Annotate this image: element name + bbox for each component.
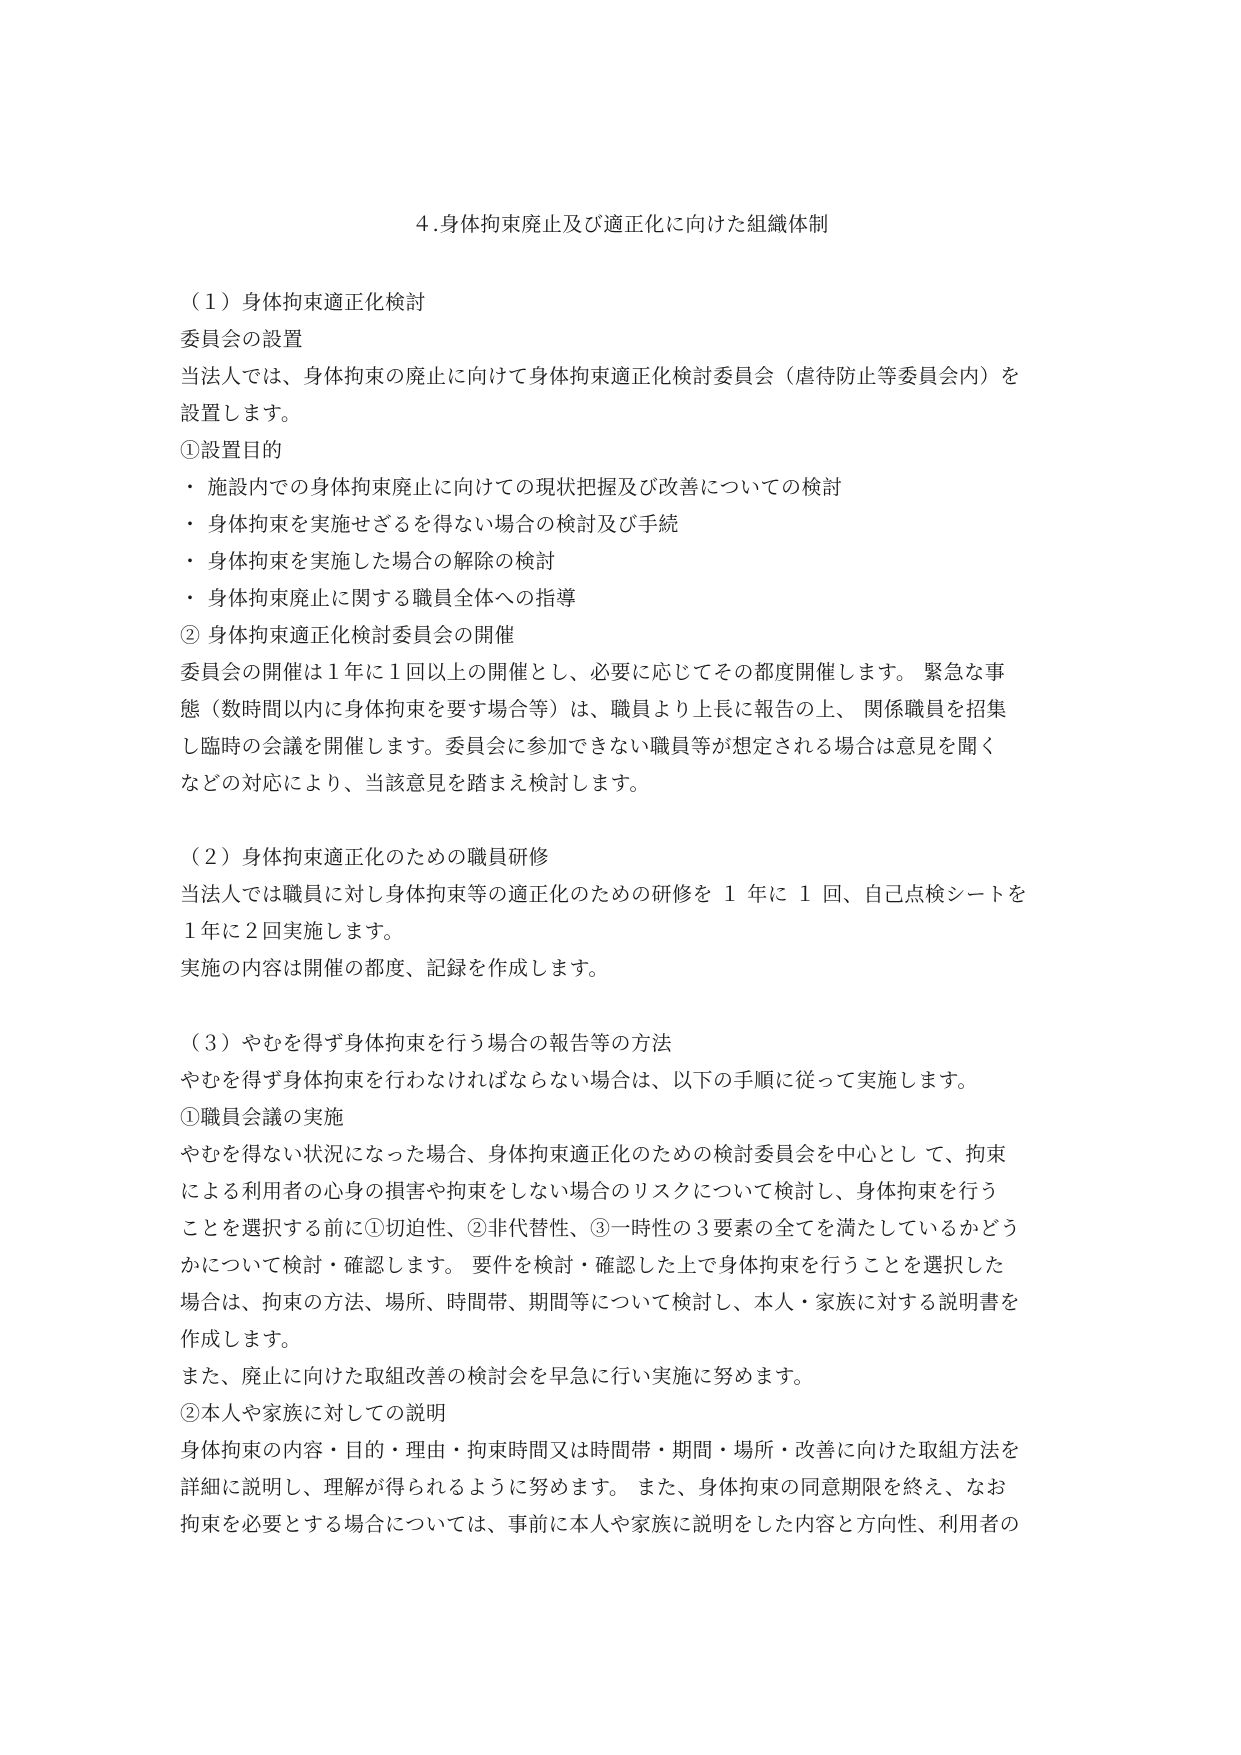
paragraph-line: かについて検討・確認します。 要件を検討・確認した上で身体拘束を行うことを選択した [180, 1253, 1005, 1277]
paragraph-line: による利用者の心身の損害や拘束をしない場合のリスクについて検討し、身体拘束を行う [180, 1179, 1000, 1203]
paragraph-line: 委員会の設置 [180, 327, 303, 351]
paragraph-line: 作成します。 [180, 1327, 302, 1351]
section-heading-3: （３）やむを得ず身体拘束を行う場合の報告等の方法 [180, 1031, 672, 1055]
bullet-item: ・ 施設内での身体拘束廃止に向けての現状把握及び改善についての検討 [180, 475, 843, 499]
paragraph-line: 場合は、拘束の方法、場所、時間帯、期間等について検討し、本人・家族に対する説明書を [180, 1290, 1021, 1314]
subheading-line: ② 身体拘束適正化検討委員会の開催 [180, 623, 515, 647]
document-title: ４.身体拘束廃止及び適正化に向けた組織体制 [412, 212, 829, 236]
subheading-line: ①職員会議の実施 [180, 1105, 344, 1129]
paragraph-line: やむを得ず身体拘束を行わなければならない場合は、以下の手順に従って実施します。 [180, 1068, 978, 1092]
paragraph-line: 当法人では、身体拘束の廃止に向けて身体拘束適正化検討委員会（虐待防止等委員会内）を [180, 364, 1021, 388]
paragraph-line: 拘束を必要とする場合については、事前に本人や家族に説明をした内容と方向性、利用者の [180, 1512, 1021, 1536]
paragraph-line: 身体拘束の内容・目的・理由・拘束時間又は時間帯・期間・場所・改善に向けた取組方法を [180, 1438, 1021, 1462]
paragraph-line: 態（数時間以内に身体拘束を要す場合等）は、職員より上長に報告の上、 関係職員を招集 [180, 697, 1007, 721]
paragraph-line: し臨時の会議を開催します。委員会に参加できない職員等が想定される場合は意見を聞く [180, 734, 999, 758]
paragraph-line: 実施の内容は開催の都度、記録を作成します。 [180, 956, 609, 980]
subheading-line: ②本人や家族に対しての説明 [180, 1401, 447, 1425]
section-heading-1: （１）身体拘束適正化検討 [180, 290, 426, 314]
bullet-item: ・ 身体拘束を実施せざるを得ない場合の検討及び手続 [180, 512, 679, 536]
paragraph-line: やむを得ない状況になった場合、身体拘束適正化のための検討委員会を中心とし て、拘束 [180, 1142, 1007, 1166]
bullet-item: ・ 身体拘束廃止に関する職員全体への指導 [180, 586, 577, 610]
paragraph-line: 設置します。 [180, 401, 302, 425]
paragraph-line: 詳細に説明し、理解が得られるように努めます。 また、身体拘束の同意期限を終え、なお [180, 1475, 1007, 1499]
bullet-item: ・ 身体拘束を実施した場合の解除の検討 [180, 549, 556, 573]
paragraph-line: ことを選択する前に①切迫性、②非代替性、③一時性の３要素の全てを満たしているかどう [180, 1216, 1021, 1240]
paragraph-line: 当法人では職員に対し身体拘束等の適正化のための研修を １ 年に １ 回、自己点検シートを [180, 882, 1028, 906]
paragraph-line: などの対応により、当該意見を踏まえ検討します。 [180, 771, 650, 795]
section-heading-2: （２）身体拘束適正化のための職員研修 [180, 845, 549, 869]
subheading-line: ①設置目的 [180, 438, 283, 462]
paragraph-line: また、廃止に向けた取組改善の検討会を早急に行い実施に努めます。 [180, 1364, 814, 1388]
paragraph-line: １年に２回実施します。 [180, 919, 404, 943]
paragraph-line: 委員会の開催は１年に１回以上の開催とし、必要に応じてその都度開催します。 緊急な事 [180, 660, 1006, 684]
